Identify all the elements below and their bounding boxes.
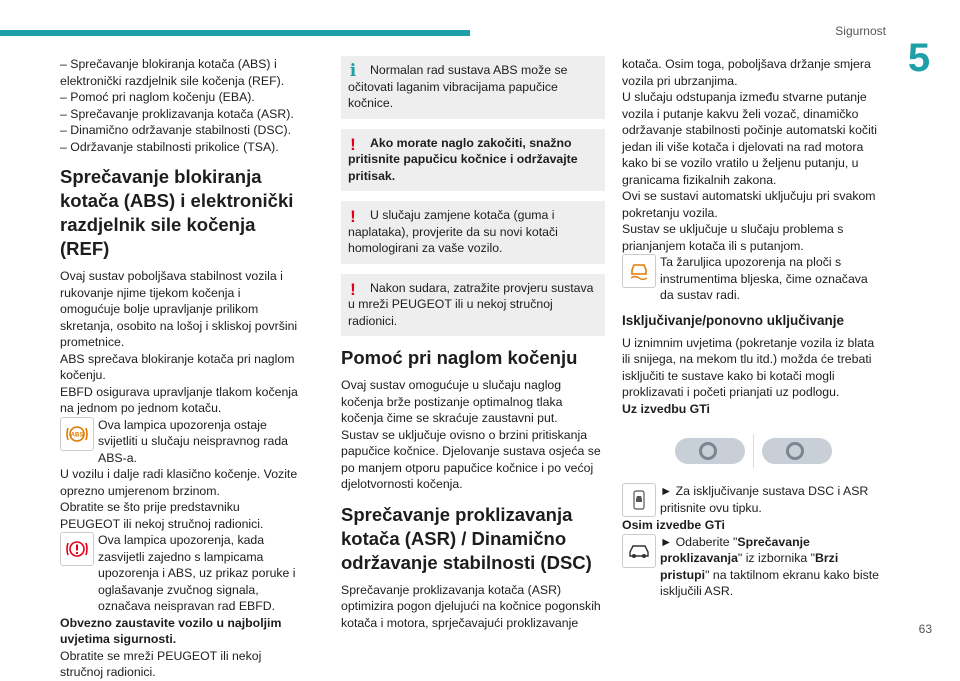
warning-icon: ! (350, 207, 356, 226)
abs-warning-icon (60, 417, 94, 451)
info-note: i Normalan rad sustava ABS može se očitovati laganim vibracijama papučice kočnice. (341, 56, 605, 119)
paragraph: Ovaj sustav poboljšava stabilnost vozila i rukovanje njime tijekom kočenja i omogućuje bolje upravljanje prilikom skretanja, osobito na lošoj i skliskoj površini prometnice. (60, 269, 298, 349)
paragraph: Ovi se sustavi automatski uključuju pri svakom pokretanju vozila. (622, 189, 876, 220)
paragraph: U slučaju odstupanja između stvarne putanje vozila i putanje kakvu želi vozač, dinamičko održavanje stabilnosti počinje automatski kočiti jedan ili više kotača i djelovati na rad motora kako bi se vozilo vratilo u željenu putanju, u granicama fizikalnih zakona. (622, 90, 877, 187)
paragraph: EBFD osigurava upravljanje tlakom kočenja na jednom po jednom kotaču. (60, 384, 298, 415)
divider (753, 434, 754, 468)
warning-note: ! Ako morate naglo zakočiti, snažno pritisnite papučicu kočnice i održavajte pritisak. (341, 129, 605, 192)
paragraph: Sustav se uključuje ovisno o brzini pritiskanja papučice kočnice. Djelovanje sustava osjeća se po manjem otporu papučice kočnice i po većoj djelotvornosti kočenja. (341, 427, 601, 491)
paragraph: U iznimnim uvjetima (pokretanje vozila iz blata ili snijega, na mekom tlu itd.) možda će trebati isključiti te sustave kako bi kotači mogli proklizavati i početi prianjati uz podlogu. (622, 335, 875, 399)
column-3 (622, 56, 884, 600)
paragraph: U vozilu i dalje radi klasično kočenje. Vozite oprezno umjerenom brzinom. (60, 467, 298, 498)
paragraph: Ovaj sustav omogućuje u slučaju naglog kočenja brže postizanje optimalnog tlaka kočenja čime se skraćuje zaustavni put. (341, 378, 563, 425)
paragraph: Ova lampica upozorenja, kada zasvijetli zajedno s lampicama upozorenja i ABS, uz prikaz poruke i oglašavanje zvučnog signala, označava neispravan rad EBFD. (98, 533, 296, 613)
steering-wheel-illustration (622, 431, 884, 471)
esp-warning-row (622, 254, 884, 304)
warning-icon: ! (350, 134, 356, 154)
paragraph: ► Za isključivanje sustava DSC i ASR pritisnite ovu tipku. (660, 484, 869, 515)
info-icon: i (349, 61, 357, 81)
warning-note: ! U slučaju zamjene kotača (guma i naplataka), provjerite da su novi kotači homologirani za vaše vozilo. (341, 201, 605, 264)
esp-warning-icon (622, 254, 656, 288)
touchscreen-row (622, 534, 884, 600)
heading-abs: Sprečavanje blokiranja kotača (ABS) i elektronički razdjelnik sile kočenja (REF) (60, 166, 294, 259)
list-item: – Pomoć pri naglom kočenju (EBA). (60, 90, 255, 104)
column-2 (341, 56, 605, 631)
steering-wheel-icon (762, 438, 832, 464)
heading-deactivation: Isključivanje/ponovno uključivanje (622, 312, 845, 328)
paragraph: Obratite se što prije predstavniku PEUGEOT ili nekoj stručnoj radionici. (60, 500, 264, 531)
paragraph: Sprečavanje proklizavanja kotača (ASR) optimizira pogon djelujući na kočnice pogonskih kotača i motora, sprječavajući proklizavanje (341, 582, 601, 630)
dsc-off-button-icon (622, 483, 656, 517)
heading-eba: Pomoć pri naglom kočenju (341, 347, 578, 368)
abs-warning-row (60, 417, 302, 467)
list-item: – Održavanje stabilnosti prikolice (TSA). (60, 139, 279, 154)
warning-note: ! Nakon sudara, zatražite provjeru sustava u mreži PEUGEOT ili u nekoj stručnoj radionici. (341, 274, 605, 337)
car-settings-icon (622, 534, 656, 568)
paragraph: kotača. Osim toga, poboljšava držanje smjera vozila pri ubrzanjima. (622, 57, 871, 88)
paragraph: Ova lampica upozorenja ostaje svijetliti u slučaju neispravnog rada ABS-a. (98, 417, 289, 465)
steering-wheel-icon (675, 438, 745, 464)
column-1 (60, 56, 302, 681)
list-item: – Sprečavanje blokiranja kotača (ABS) i elektronički razdjelnik sile kočenja (REF). (60, 57, 285, 88)
paragraph: ► Odaberite "Sprečavanje proklizavanja" iz izbornika "Brzi pristupi" na taktilnom ekranu kako biste isključili ASR. (660, 534, 879, 598)
warning-icon: ! (350, 279, 356, 299)
paragraph-bold: Obvezno zaustavite vozilo u najboljim uvjetima sigurnosti. (60, 615, 282, 646)
page-number: 63 (918, 622, 932, 636)
list-item: – Sprečavanje proklizavanja kotača (ASR). (60, 106, 294, 121)
paragraph: Ta žaruljica upozorenja na ploči s instrumentima bljeska, čime označava da sustav radi. (660, 255, 868, 302)
heading-asr-dsc: Sprečavanje proklizavanja kotača (ASR) / Dinamično održavanje stabilnosti (DSC) (341, 503, 592, 573)
svg-text:ABS: ABS (70, 432, 84, 438)
paragraph: ABS sprečava blokiranje kotača pri naglom kočenju. (60, 351, 295, 382)
subheading-gti: Uz izvedbu GTi (622, 401, 710, 416)
subheading-no-gti: Osim izvedbe GTi (622, 518, 725, 532)
paragraph: Obratite se mreži PEUGEOT ili nekoj stručnoj radionici. (60, 648, 262, 679)
header-accent-bar (0, 30, 470, 36)
chapter-number: 5 (907, 36, 931, 80)
list-item: – Dinamično održavanje stabilnosti (DSC). (60, 123, 292, 137)
paragraph: Sustav se uključuje u slučaju problema s prianjanjem kotača ili s putanjom. (622, 222, 844, 253)
brake-warning-icon (60, 532, 94, 566)
dsc-off-row (622, 483, 884, 517)
section-title: Sigurnost (835, 24, 886, 38)
brake-warning-row (60, 532, 302, 615)
